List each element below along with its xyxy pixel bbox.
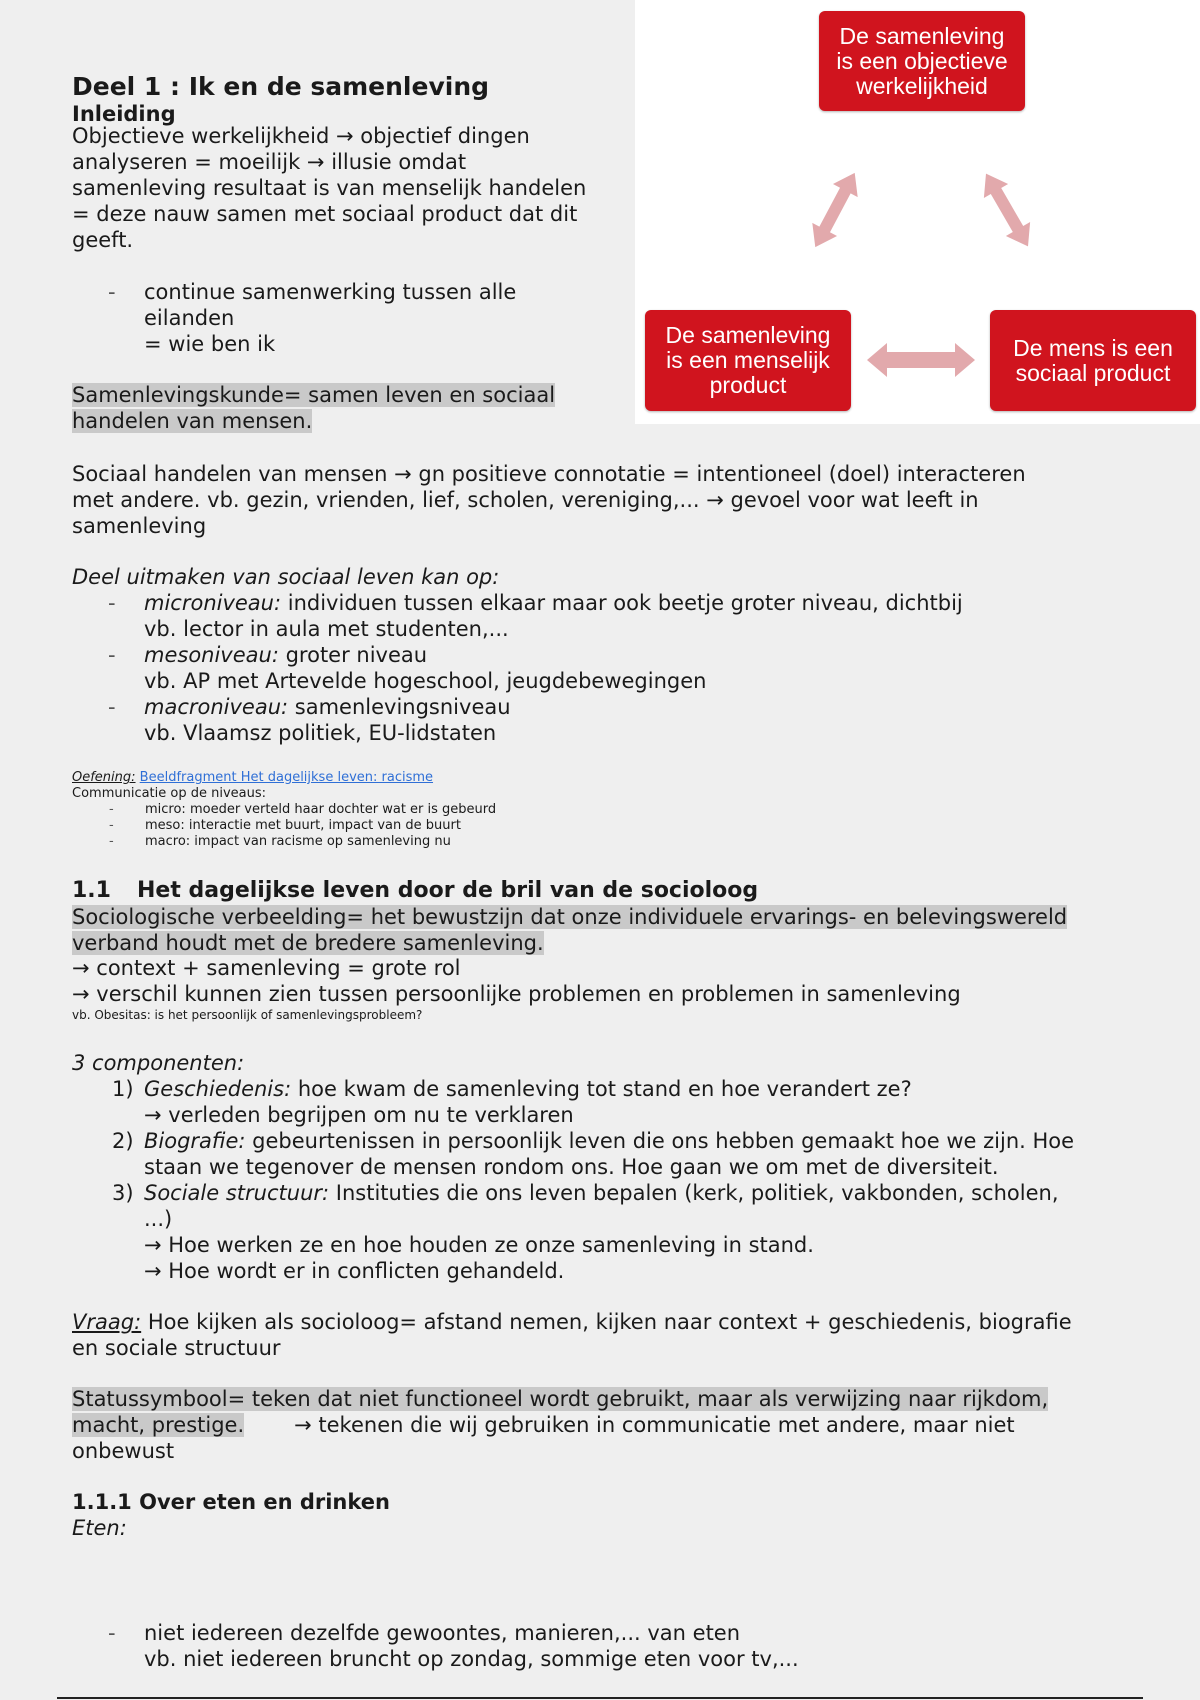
intro-text: Objectieve werkelijkheid → objectief dingen analyseren = moeilijk → illusie omdat samenleving resultaat is van menselijk handelen = deze nauw samen met sociaal product dat dit geeft. bbox=[72, 124, 587, 252]
exercise-link[interactable]: Beeldfragment Het dagelijkse leven: racisme bbox=[139, 770, 434, 785]
subsection-number: 1.1 bbox=[72, 878, 111, 903]
eten-label: Eten: bbox=[72, 1516, 127, 1540]
highlighted-definition: Statussymbool= teken dat niet functioneel wordt gebruikt, maar als verwijzing naar rijkdom, bbox=[72, 1387, 1049, 1411]
question-block bbox=[72, 1309, 1162, 1361]
status-note: → tekenen die wij gebruiken in communicatie met andere, maar niet bbox=[294, 1413, 1015, 1437]
section-title: Deel 1 : Ik en de samenleving bbox=[72, 72, 490, 101]
list-item bbox=[72, 834, 772, 850]
subsubsection-title: 1.1.1 Over eten en drinken bbox=[72, 1490, 390, 1514]
exercise-block bbox=[72, 770, 772, 850]
list-item bbox=[72, 279, 684, 357]
component-text: gebeurtenissen in persoonlijk leven die ons hebben gemaakt hoe we zijn. Hoe staan we tegenover de mensen rondom ons. Hoe gaan we om met de diversiteit. bbox=[144, 1129, 1075, 1179]
level-desc: individuen tussen elkaar maar ook beetje groter niveau, dichtbij bbox=[281, 591, 963, 615]
bullet-dash: - bbox=[108, 591, 116, 615]
level-term: mesoniveau: bbox=[144, 643, 279, 667]
exercise-item: micro: moeder verteld haar dochter wat er is gebeurd bbox=[145, 802, 497, 817]
social-action-text: Sociaal handelen van mensen → gn positieve connotatie = intentioneel (doel) interacteren met andere. vb. gezin, vrienden, lief, scholen, vereniging,... → gevoel voor wat leeft in samenleving bbox=[72, 462, 1026, 538]
cycle-diagram bbox=[635, 0, 1200, 424]
bullet-dash: - bbox=[108, 1621, 116, 1645]
question-text: Hoe kijken als socioloog= afstand nemen, kijken naar context + geschiedenis, biografie en sociale structuur bbox=[72, 1310, 1072, 1360]
diagram-arrows bbox=[635, 0, 1200, 424]
double-arrow-icon bbox=[974, 167, 1040, 254]
list-item bbox=[72, 1180, 1162, 1284]
level-term: microniveau: bbox=[144, 591, 282, 615]
list-item bbox=[72, 1620, 1144, 1672]
component-text: hoe kwam de samenleving tot stand en hoe verandert ze? → verleden begrijpen om nu te verklaren bbox=[144, 1077, 912, 1127]
components-list bbox=[72, 1076, 1162, 1284]
bullet-dash: - bbox=[108, 280, 116, 304]
exercise-item: meso: interactie met buurt, impact van de buurt bbox=[145, 818, 461, 833]
component-term: Sociale structuur: bbox=[144, 1181, 330, 1205]
highlighted-definition: Sociologische verbeelding= het bewustzijn dat onze individuele ervarings- en belevingswereld bbox=[72, 905, 1068, 929]
list-item bbox=[72, 642, 1152, 694]
exercise-label: Oefening: bbox=[72, 770, 136, 785]
bullet-dash: - bbox=[109, 802, 114, 817]
component-term: Geschiedenis: bbox=[144, 1077, 292, 1101]
bullet-dash: - bbox=[109, 818, 114, 833]
component-text: Instituties die ons leven bepalen (kerk, politiek, vakbonden, scholen, ...) → Hoe werken ze en hoe houden ze onze samenleving in stand. → Hoe wordt er in conflicten gehandeld. bbox=[144, 1181, 1059, 1283]
bullet-dash: - bbox=[108, 695, 116, 719]
level-example: vb. Vlaamsz politiek, EU-lidstaten bbox=[144, 721, 497, 745]
definition-sociologische-verbeelding bbox=[72, 904, 1162, 956]
bullet-dash: - bbox=[108, 643, 116, 667]
level-desc: groter niveau bbox=[278, 643, 428, 667]
intro-heading: Inleiding bbox=[72, 102, 176, 126]
levels-heading: Deel uitmaken van sociaal leven kan op: bbox=[72, 565, 500, 589]
diagram-box-human-product: De samenleving is een menselijk product bbox=[645, 310, 851, 411]
list-item bbox=[72, 802, 772, 818]
question-label: Vraag: bbox=[72, 1310, 142, 1334]
list-item bbox=[72, 1076, 1162, 1128]
definition-statussymbool bbox=[72, 1386, 1162, 1464]
list-item bbox=[72, 694, 1152, 746]
exercise-subtitle: Communicatie op de niveaus: bbox=[72, 786, 267, 801]
subsection-title bbox=[72, 878, 758, 904]
subsection-title-text: Het dagelijkse leven door de bril van de socioloog bbox=[136, 878, 759, 903]
status-note: onbewust bbox=[72, 1439, 175, 1463]
small-example: vb. Obesitas: is het persoonlijk of samenlevingsprobleem? bbox=[72, 1008, 423, 1022]
footer-rule bbox=[57, 1697, 1143, 1699]
highlighted-definition: Samenlevingskunde= samen leven en sociaal bbox=[72, 383, 556, 407]
level-example: vb. lector in aula met studenten,... bbox=[144, 617, 509, 641]
exercise-item: macro: impact van racisme op samenleving nu bbox=[145, 834, 451, 849]
list-item bbox=[72, 590, 1152, 642]
diagram-box-social-product: De mens is een sociaal product bbox=[990, 310, 1196, 411]
highlighted-definition: handelen van mensen. bbox=[72, 409, 313, 433]
list-number: 3) bbox=[112, 1181, 134, 1205]
highlighted-definition: macht, prestige. bbox=[72, 1413, 245, 1437]
level-term: macroniveau: bbox=[144, 695, 289, 719]
list-item bbox=[72, 818, 772, 834]
level-example: vb. AP met Artevelde hogeschool, jeugdebewegingen bbox=[144, 669, 707, 693]
bullet-text: niet iedereen dezelfde gewoontes, manieren,... van eten vb. niet iedereen bruncht op zondag, sommige eten voor tv,... bbox=[144, 1621, 799, 1671]
arrow-note: → context + samenleving = grote rol bbox=[72, 956, 461, 980]
double-arrow-icon bbox=[867, 343, 975, 377]
levels-list bbox=[72, 590, 1152, 746]
level-desc: samenlevingsniveau bbox=[288, 695, 511, 719]
bullet-dash: - bbox=[109, 834, 114, 849]
list-number: 1) bbox=[112, 1077, 134, 1101]
list-number: 2) bbox=[112, 1129, 134, 1153]
double-arrow-icon bbox=[803, 166, 867, 253]
list-item bbox=[72, 1128, 1162, 1180]
definition-samenlevingskunde bbox=[72, 382, 555, 434]
diagram-box-objective-reality: De samenleving is een objectieve werkelijkheid bbox=[819, 11, 1025, 111]
arrow-note: → verschil kunnen zien tussen persoonlijke problemen en problemen in samenleving bbox=[72, 982, 961, 1006]
highlighted-definition: verband houdt met de bredere samenleving. bbox=[72, 931, 544, 955]
bullet-text: continue samenwerking tussen alle eilanden = wie ben ik bbox=[144, 280, 517, 356]
components-heading: 3 componenten: bbox=[72, 1051, 245, 1075]
component-term: Biografie: bbox=[144, 1129, 246, 1153]
